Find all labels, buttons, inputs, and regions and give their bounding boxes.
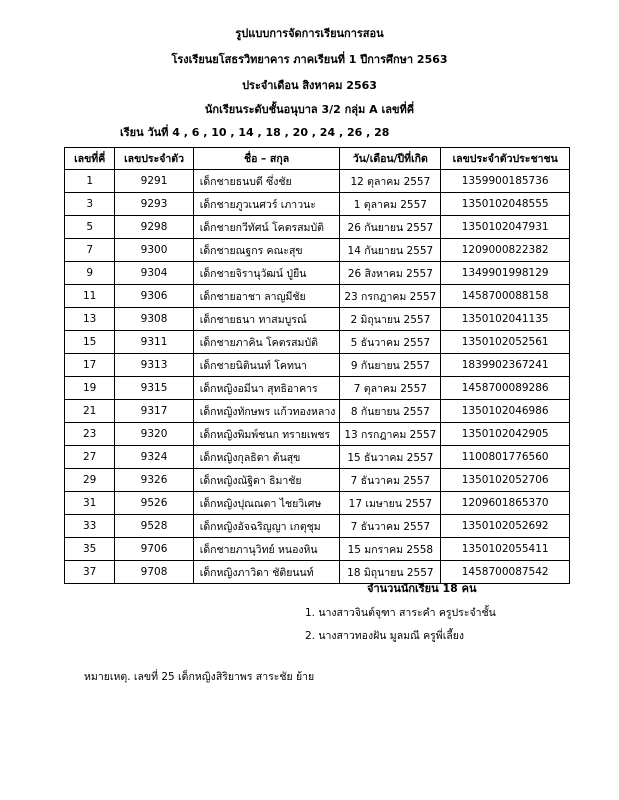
- cell-birthdate: 5 ธันวาคม 2557: [340, 331, 441, 354]
- cell-number: 31: [65, 492, 115, 515]
- cell-name: เด็กหญิงอมีนา สุทธิอาคาร: [193, 377, 340, 400]
- cell-number: 35: [65, 538, 115, 561]
- table-row: [65, 377, 570, 400]
- table-row: [65, 469, 570, 492]
- cell-name: เด็กหญิงกุลธิดา ต้นสุข: [193, 446, 340, 469]
- cell-name: เด็กหญิงอัจฉริญญา เกตุชุม: [193, 515, 340, 538]
- cell-name: เด็กหญิงปุณณดา ไชยวิเศษ: [193, 492, 340, 515]
- table-row: [65, 308, 570, 331]
- cell-name: เด็กชายจิรานุวัฒน์ ปู่ยืน: [193, 262, 340, 285]
- column-header-student-id: เลขประจำตัว: [115, 148, 193, 170]
- cell-name: เด็กชายอาชา ลาญมีชัย: [193, 285, 340, 308]
- document-title: รูปแบบการจัดการเรียนการสอน: [235, 27, 384, 40]
- table-row: [65, 446, 570, 469]
- cell-student-id: 9313: [115, 354, 193, 377]
- cell-citizen-id: 1458700087542: [441, 561, 570, 584]
- cell-birthdate: 15 ธันวาคม 2557: [340, 446, 441, 469]
- cell-number: 37: [65, 561, 115, 584]
- table-row: [65, 170, 570, 193]
- assistant-teacher: 2. นางสาวทองฝัน มูลมณี ครูพี่เลี้ยง: [305, 630, 465, 642]
- cell-number: 23: [65, 423, 115, 446]
- table-row: [65, 561, 570, 584]
- school-term-line: โรงเรียนยโสธรวิทยาคาร ภาคเรียนที่ 1 ปีการศึกษา 2563: [171, 53, 448, 66]
- cell-birthdate: 18 มิถุนายน 2557: [340, 561, 441, 584]
- cell-citizen-id: 1350102046986: [441, 400, 570, 423]
- homeroom-teacher: 1. นางสาวจินต์จุฑา สาระคำ ครูประจำชั้น: [305, 607, 496, 619]
- cell-citizen-id: 1350102048555: [441, 193, 570, 216]
- cell-student-id: 9526: [115, 492, 193, 515]
- cell-student-id: 9291: [115, 170, 193, 193]
- cell-name: เด็กชายธนบดี ซึ่งชัย: [193, 170, 340, 193]
- column-header-birthdate: วัน/เดือน/ปีที่เกิด: [340, 148, 441, 170]
- cell-student-id: 9320: [115, 423, 193, 446]
- cell-citizen-id: 1458700088158: [441, 285, 570, 308]
- cell-name: เด็กหญิงภาวิดา ชัติยนนท์: [193, 561, 340, 584]
- table-row: [65, 331, 570, 354]
- cell-citizen-id: 1349901998129: [441, 262, 570, 285]
- cell-number: 33: [65, 515, 115, 538]
- cell-student-id: 9293: [115, 193, 193, 216]
- remark-note: หมายเหตุ. เลขที่ 25 เด็กหญิงสิริยาพร สาระชัย ย้าย: [84, 671, 315, 683]
- cell-name: เด็กหญิงณัฐิดา ธิมาชัย: [193, 469, 340, 492]
- cell-student-id: 9706: [115, 538, 193, 561]
- cell-number: 3: [65, 193, 115, 216]
- cell-birthdate: 23 กรกฎาคม 2557: [340, 285, 441, 308]
- cell-name: เด็กชายนิตินนท์ โคทนา: [193, 354, 340, 377]
- cell-birthdate: 26 สิงหาคม 2557: [340, 262, 441, 285]
- cell-birthdate: 8 กันยายน 2557: [340, 400, 441, 423]
- table-row: [65, 262, 570, 285]
- cell-student-id: 9308: [115, 308, 193, 331]
- cell-citizen-id: 1100801776560: [441, 446, 570, 469]
- cell-student-id: 9708: [115, 561, 193, 584]
- cell-student-id: 9306: [115, 285, 193, 308]
- cell-birthdate: 15 มกราคม 2558: [340, 538, 441, 561]
- table-row: [65, 216, 570, 239]
- student-roster-table: [64, 147, 570, 584]
- table-row: [65, 239, 570, 262]
- cell-name: เด็กชายภานุวิทย์ หนองหิน: [193, 538, 340, 561]
- table-row: [65, 400, 570, 423]
- cell-citizen-id: 1350102055411: [441, 538, 570, 561]
- column-header-citizen-id: เลขประจำตัวประชาชน: [441, 148, 570, 170]
- cell-citizen-id: 1359900185736: [441, 170, 570, 193]
- column-header-name: ชื่อ – สกุล: [193, 148, 340, 170]
- study-dates-line: เรียน วันที่ 4 , 6 , 10 , 14 , 18 , 20 , 24 , 26 , 28: [120, 126, 390, 139]
- cell-student-id: 9311: [115, 331, 193, 354]
- cell-birthdate: 14 กันยายน 2557: [340, 239, 441, 262]
- month-line: ประจำเดือน สิงหาคม 2563: [242, 79, 377, 92]
- table-body: [65, 170, 570, 584]
- cell-citizen-id: 1350102047931: [441, 216, 570, 239]
- cell-name: เด็กชายณฐกร คณะสุข: [193, 239, 340, 262]
- cell-student-id: 9315: [115, 377, 193, 400]
- cell-number: 7: [65, 239, 115, 262]
- cell-citizen-id: 1350102052561: [441, 331, 570, 354]
- cell-number: 19: [65, 377, 115, 400]
- cell-name: เด็กหญิงพิมพ์ชนก ทรายเพชร: [193, 423, 340, 446]
- table-row: [65, 423, 570, 446]
- cell-birthdate: 7 ธันวาคม 2557: [340, 469, 441, 492]
- cell-number: 21: [65, 400, 115, 423]
- cell-birthdate: 26 กันยายน 2557: [340, 216, 441, 239]
- cell-birthdate: 17 เมษายน 2557: [340, 492, 441, 515]
- cell-student-id: 9300: [115, 239, 193, 262]
- cell-number: 15: [65, 331, 115, 354]
- cell-number: 5: [65, 216, 115, 239]
- cell-number: 11: [65, 285, 115, 308]
- cell-citizen-id: 1350102052692: [441, 515, 570, 538]
- cell-number: 13: [65, 308, 115, 331]
- cell-number: 27: [65, 446, 115, 469]
- cell-number: 29: [65, 469, 115, 492]
- cell-birthdate: 12 ตุลาคม 2557: [340, 170, 441, 193]
- table-row: [65, 354, 570, 377]
- cell-birthdate: 7 ตุลาคม 2557: [340, 377, 441, 400]
- cell-name: เด็กชายกวีทัศน์ โคตรสมบัติ: [193, 216, 340, 239]
- class-group-line: นักเรียนระดับชั้นอนุบาล 3/2 กลุ่ม A เลขที่คี่: [204, 103, 415, 116]
- table-row: [65, 492, 570, 515]
- cell-name: เด็กชายภาคิน โคตรสมบัติ: [193, 331, 340, 354]
- cell-student-id: 9528: [115, 515, 193, 538]
- cell-citizen-id: 1458700089286: [441, 377, 570, 400]
- cell-birthdate: 9 กันยายน 2557: [340, 354, 441, 377]
- cell-student-id: 9298: [115, 216, 193, 239]
- cell-citizen-id: 1839902367241: [441, 354, 570, 377]
- cell-citizen-id: 1350102041135: [441, 308, 570, 331]
- table-header-row: [65, 148, 570, 170]
- student-total: จำนวนนักเรียน 18 คน: [367, 582, 477, 595]
- table-row: [65, 285, 570, 308]
- cell-number: 9: [65, 262, 115, 285]
- cell-birthdate: 7 ธันวาคม 2557: [340, 515, 441, 538]
- cell-number: 1: [65, 170, 115, 193]
- cell-name: เด็กชายภูวเนศวร์ เภาวนะ: [193, 193, 340, 216]
- cell-citizen-id: 1350102052706: [441, 469, 570, 492]
- cell-name: เด็กหญิงทักษพร แก้วทองหลาง: [193, 400, 340, 423]
- cell-name: เด็กชายธนา ทาสมบูรณ์: [193, 308, 340, 331]
- table-row: [65, 515, 570, 538]
- cell-student-id: 9326: [115, 469, 193, 492]
- cell-citizen-id: 1209000822382: [441, 239, 570, 262]
- cell-number: 17: [65, 354, 115, 377]
- cell-citizen-id: 1209601865370: [441, 492, 570, 515]
- cell-citizen-id: 1350102042905: [441, 423, 570, 446]
- cell-student-id: 9324: [115, 446, 193, 469]
- table-row: [65, 193, 570, 216]
- cell-birthdate: 13 กรกฎาคม 2557: [340, 423, 441, 446]
- column-header-number: เลขที่คี่: [65, 148, 115, 170]
- cell-student-id: 9317: [115, 400, 193, 423]
- cell-birthdate: 2 มิถุนายน 2557: [340, 308, 441, 331]
- cell-birthdate: 1 ตุลาคม 2557: [340, 193, 441, 216]
- table-row: [65, 538, 570, 561]
- cell-student-id: 9304: [115, 262, 193, 285]
